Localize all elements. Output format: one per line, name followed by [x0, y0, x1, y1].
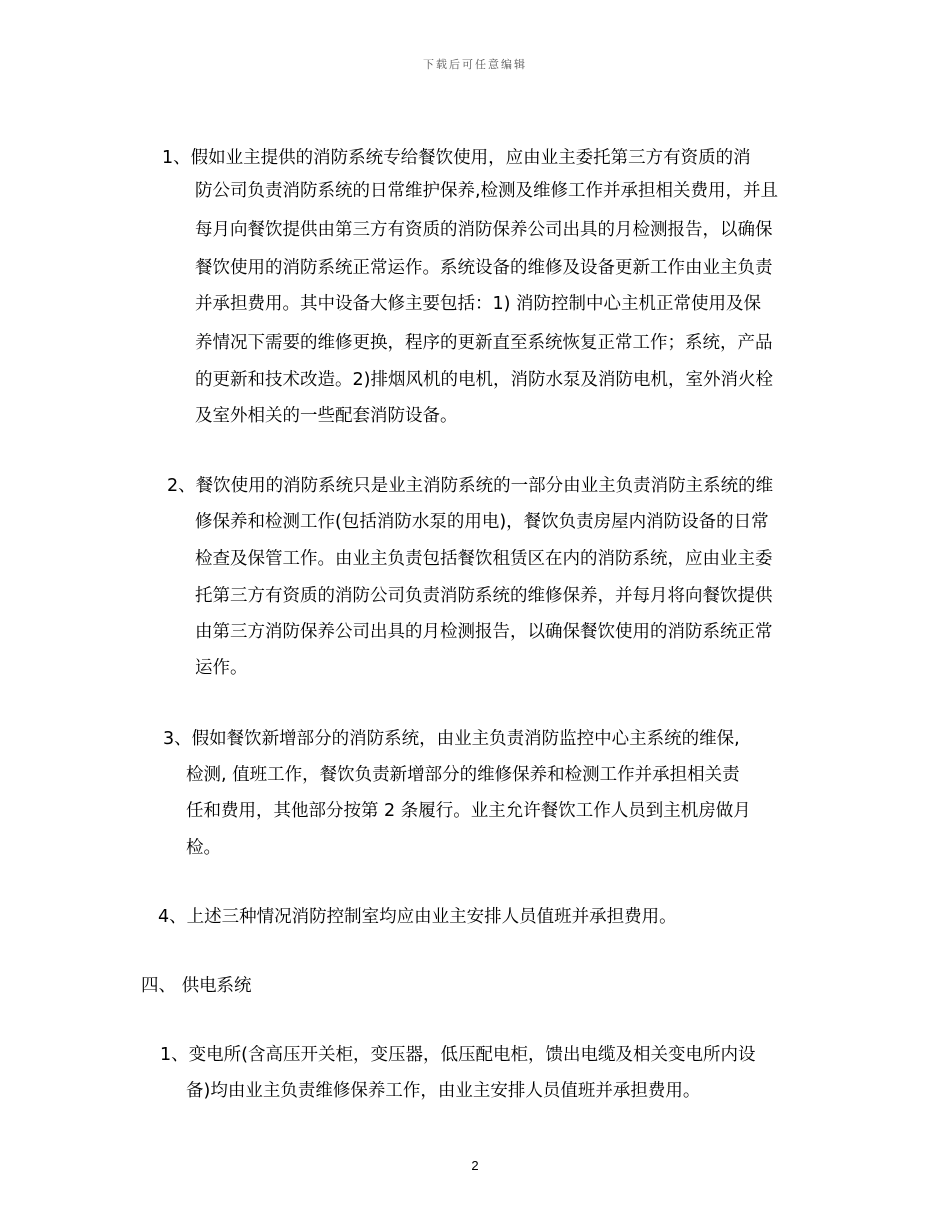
section-heading-power-supply: 四、 供电系统: [141, 976, 252, 996]
item3-line-3: 任和费用，其他部分按第 2 条履行。业主允许餐饮工作人员到主机房做月: [186, 801, 751, 821]
item1-line-1: 1、假如业主提供的消防系统专给餐饮使用，应由业主委托第三方有资质的消: [162, 148, 751, 168]
item1-line-7: 的更新和技术改造。2)排烟风机的电机，消防水泵及消防电机，室外消火栓: [195, 370, 773, 390]
item2-line-1: 2、餐饮使用的消防系统只是业主消防系统的一部分由业主负责消防主系统的维: [167, 476, 774, 496]
item3-line-4: 检。: [186, 838, 221, 858]
section4-item1-line-1: 1、变电所(含高压开关柜，变压器，低压配电柜，馈出电缆及相关变电所内设: [160, 1045, 756, 1065]
item1-line-2: 防公司负责消防系统的日常维护保养,检测及维修工作并承担相关费用，并且: [195, 181, 779, 201]
item1-line-3: 每月向餐饮提供由第三方有资质的消防保养公司出具的月检测报告，以确保: [195, 220, 773, 240]
item2-line-6: 运作。: [195, 658, 248, 678]
item3-line-1: 3、假如餐饮新增部分的消防系统，由业主负责消防监控中心主系统的维保,: [163, 729, 740, 749]
item1-line-6: 养情况下需要的维修更换，程序的更新直至系统恢复正常工作；系统，产品: [195, 333, 773, 353]
page-header-watermark: 下载后可任意编辑: [423, 58, 527, 71]
item2-line-4: 托第三方有资质的消防公司负责消防系统的维修保养，并每月将向餐饮提供: [195, 586, 773, 606]
item3-line-2: 检测, 值班工作，餐饮负责新增部分的维修保养和检测工作并承担相关责: [186, 765, 740, 785]
page-number: 2: [471, 1158, 479, 1173]
item1-line-4: 餐饮使用的消防系统正常运作。系统设备的维修及设备更新工作由业主负责: [195, 258, 773, 278]
item4-line-1: 4、上述三种情况消防控制室均应由业主安排人员值班并承担费用。: [158, 907, 677, 927]
item1-line-5: 并承担费用。其中设备大修主要包括：1) 消防控制中心主机正常使用及保: [195, 294, 762, 314]
item2-line-5: 由第三方消防保养公司出具的月检测报告，以确保餐饮使用的消防系统正常: [195, 622, 773, 642]
item1-line-8: 及室外相关的一些配套消防设备。: [195, 406, 458, 426]
item2-line-2: 修保养和检测工作(包括消防水泵的用电)，餐饮负责房屋内消防设备的日常: [195, 512, 769, 532]
item2-line-3: 检查及保管工作。由业主负责包括餐饮租赁区在内的消防系统，应由业主委: [195, 549, 773, 569]
section4-item1-line-2: 备)均由业主负责维修保养工作，由业主安排人员值班并承担费用。: [186, 1081, 701, 1101]
